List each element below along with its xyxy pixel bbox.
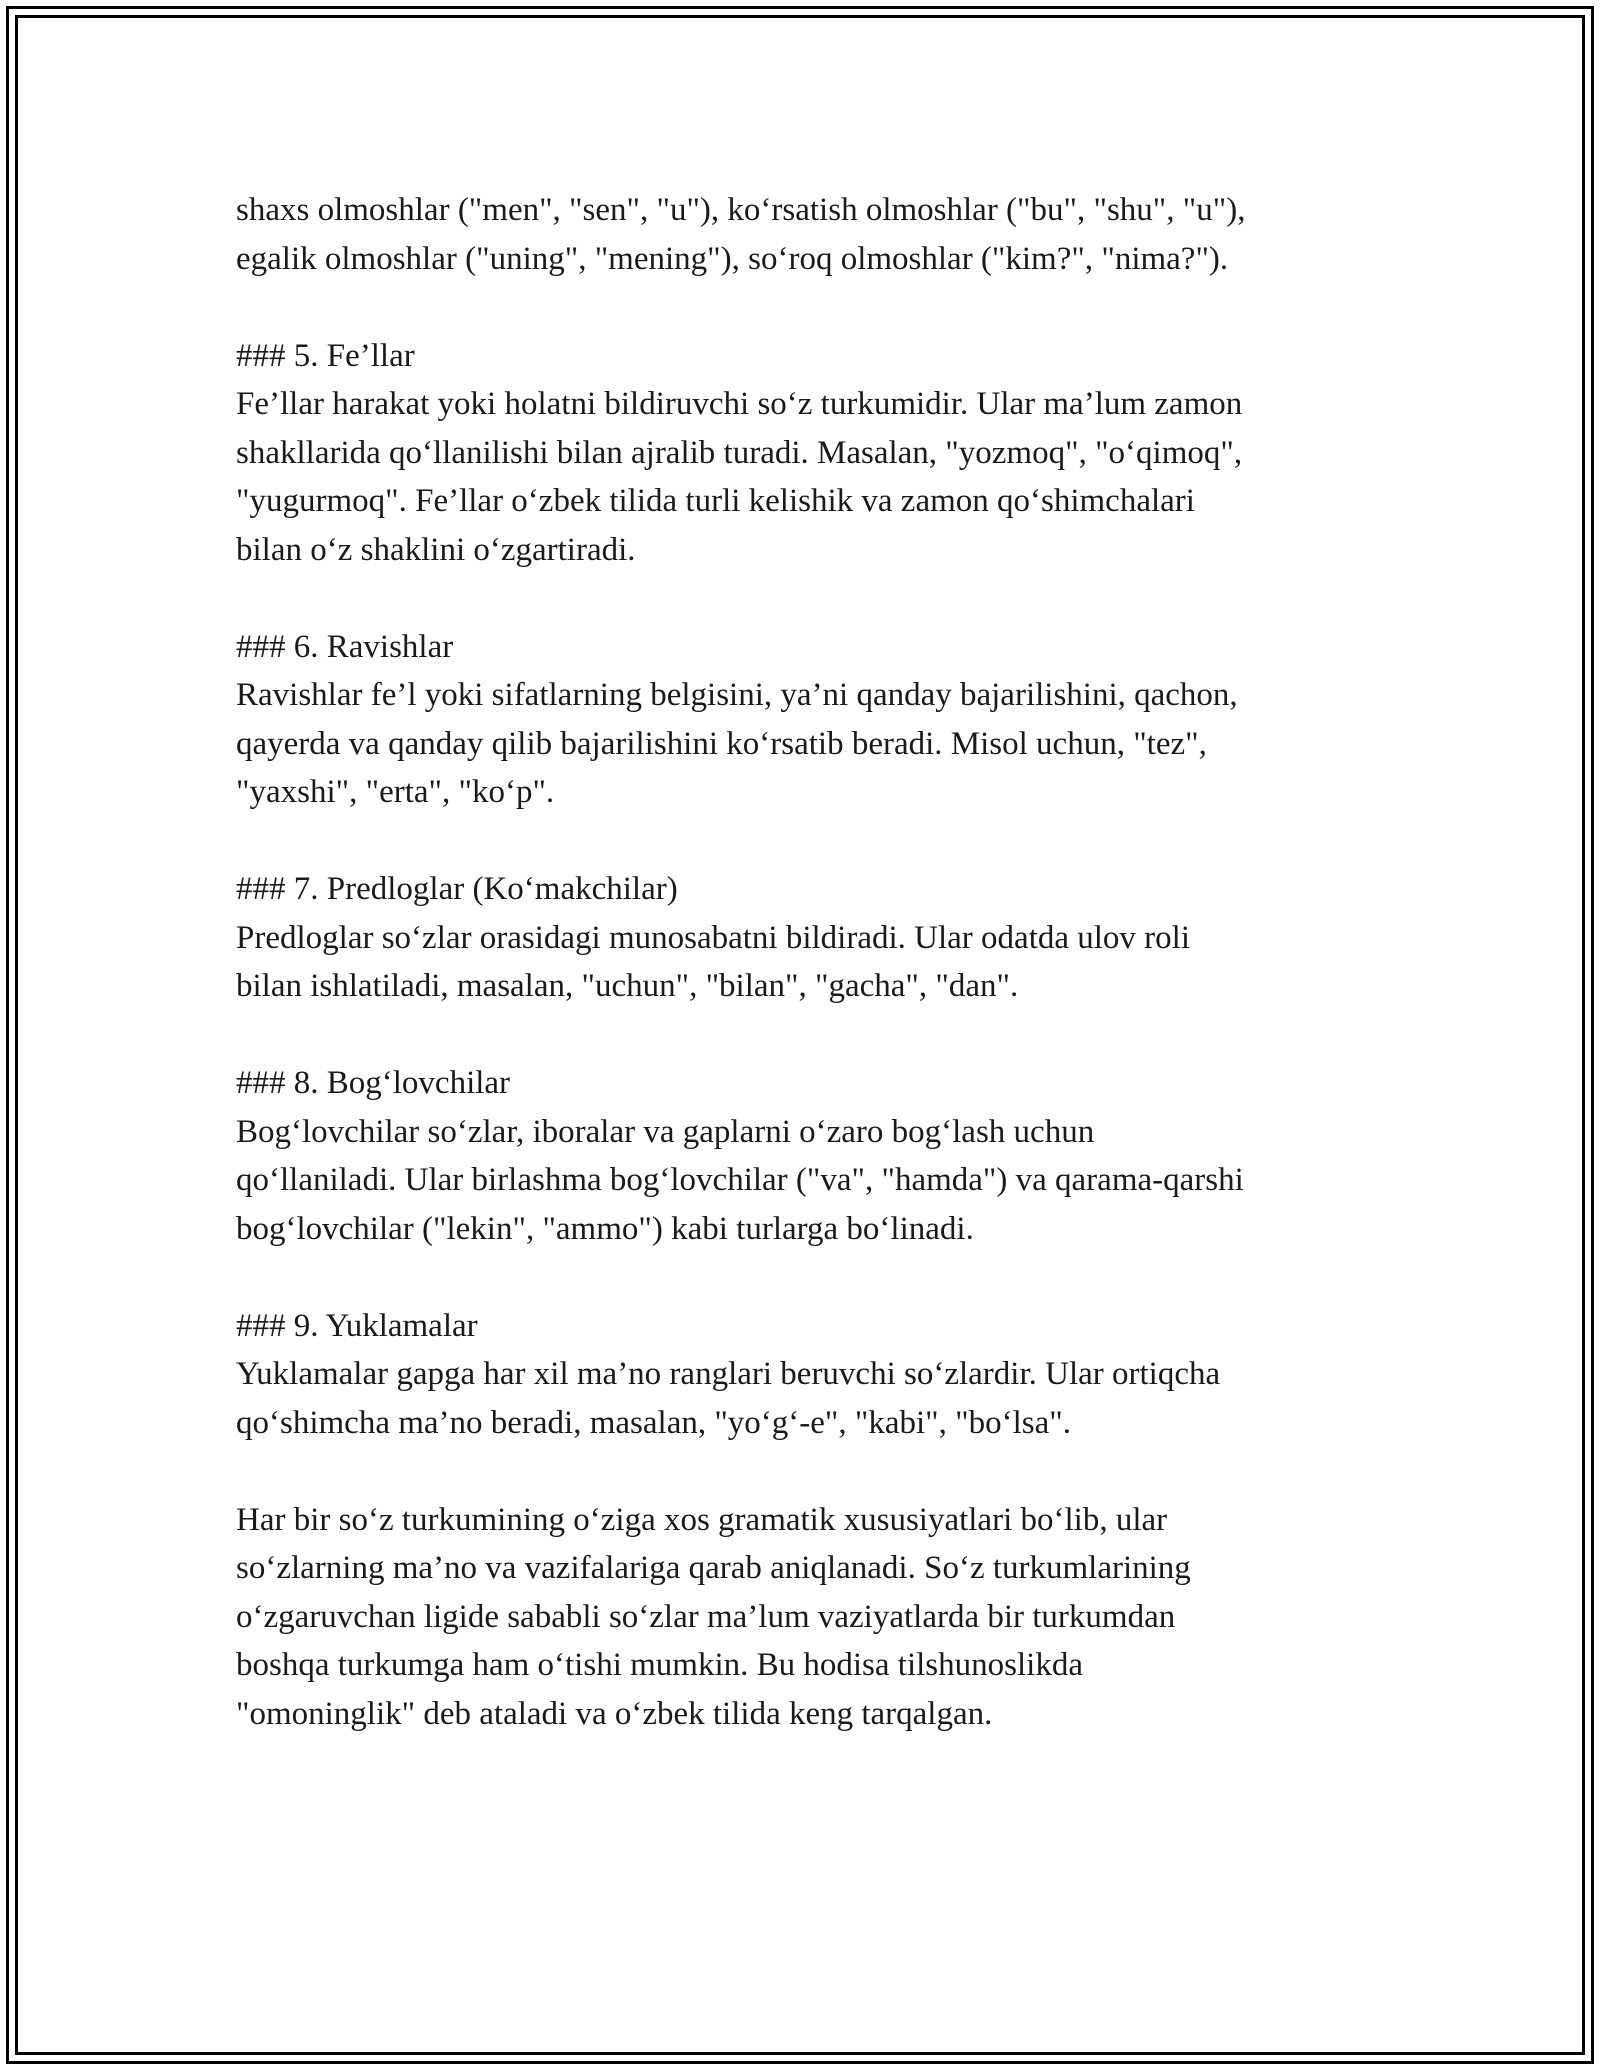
paragraph-line: qayerda va qanday qilib bajarilishini ko‘rsatib beradi. Misol uchun, "tez", [236,725,1207,762]
section-heading: ### 6. Ravishlar [236,628,454,665]
paragraph-line: qo‘shimcha ma’no beradi, masalan, "yo‘g‘-e", "kabi", "bo‘lsa". [236,1404,1071,1441]
paragraph-line: so‘zlarning ma’no va vazifalariga qarab aniqlanadi. So‘z turkumlarining [236,1550,1191,1586]
paragraph-line: Har bir so‘z turkumining o‘ziga xos gramatik xususiyatlari bo‘lib, ular [236,1501,1168,1538]
paragraph-line: Yuklamalar gapga har xil ma’no ranglari beruvchi so‘zlardir. Ular ortiqcha [236,1356,1221,1392]
paragraph-line: "omoninglik" deb ataladi va o‘zbek tilida keng tarqalgan. [236,1695,993,1732]
paragraph-line: shaxs olmoshlar ("men", "sen", "u"), ko‘rsatish olmoshlar ("bu", "shu", "u"), [236,192,1246,228]
section-heading: ### 5. Fe’llar [236,337,415,374]
section-heading: ### 8. Bog‘lovchilar [236,1065,511,1101]
paragraph-gap [236,574,1386,623]
paragraph-line: "yaxshi", "erta", "ko‘p". [236,774,555,810]
paragraph-line: shakllarida qo‘llanilishi bilan ajralib turadi. Masalan, "yozmoq", "o‘qimoq", [236,434,1243,471]
paragraph-line: Bog‘lovchilar so‘zlar, iboralar va gaplarni o‘zaro bog‘lash uchun [236,1113,1095,1150]
section-ravishlar [236,623,1386,817]
paragraph-line: Predloglar so‘zlar orasidagi munosabatni bildiradi. Ular odatda ulov roli [236,919,1191,956]
paragraph-line: qo‘llaniladi. Ular birlashma bog‘lovchilar ("va", "hamda") va qarama-qarshi [236,1162,1244,1198]
paragraph-line: bog‘lovchilar ("lekin", "ammo") kabi turlarga bo‘linadi. [236,1210,974,1247]
paragraph-gap [236,1447,1386,1496]
paragraph-line: boshqa turkumga ham o‘tishi mumkin. Bu hodisa tilshunoslikda [236,1647,1083,1683]
section-yuklamalar [236,1302,1386,1448]
paragraph-line: o‘zgaruvchan ligide sababli so‘zlar ma’lum vaziyatlarda bir turkumdan [236,1598,1176,1635]
intro-paragraph [236,186,1386,283]
paragraph-gap [236,1253,1386,1302]
section-heading: ### 7. Predloglar (Ko‘makchilar) [236,871,678,907]
section-heading: ### 9. Yuklamalar [236,1307,478,1344]
document-body [236,186,1386,1738]
section-predloglar [236,865,1386,1011]
paragraph-line: bilan o‘z shaklini o‘zgartiradi. [236,531,636,568]
paragraph-line: Fe’llar harakat yoki holatni bildiruvchi so‘z turkumidir. Ular ma’lum zamon [236,386,1243,422]
paragraph-gap [236,1011,1386,1060]
paragraph-gap [236,817,1386,866]
section-boglovchilar [236,1059,1386,1253]
paragraph-line: egalik olmoshlar ("uning", "mening"), so‘roq olmoshlar ("kim?", "nima?"). [236,240,1229,277]
paragraph-line: "yugurmoq". Fe’llar o‘zbek tilida turli kelishik va zamon qo‘shimchalari [236,483,1195,519]
paragraph-line: Ravishlar fe’l yoki sifatlarning belgisini, ya’ni qanday bajarilishini, qachon, [236,677,1238,713]
conclusion-paragraph [236,1496,1386,1739]
paragraph-gap [236,283,1386,332]
section-fellar [236,332,1386,575]
paragraph-line: bilan ishlatiladi, masalan, "uchun", "bilan", "gacha", "dan". [236,968,1019,1004]
